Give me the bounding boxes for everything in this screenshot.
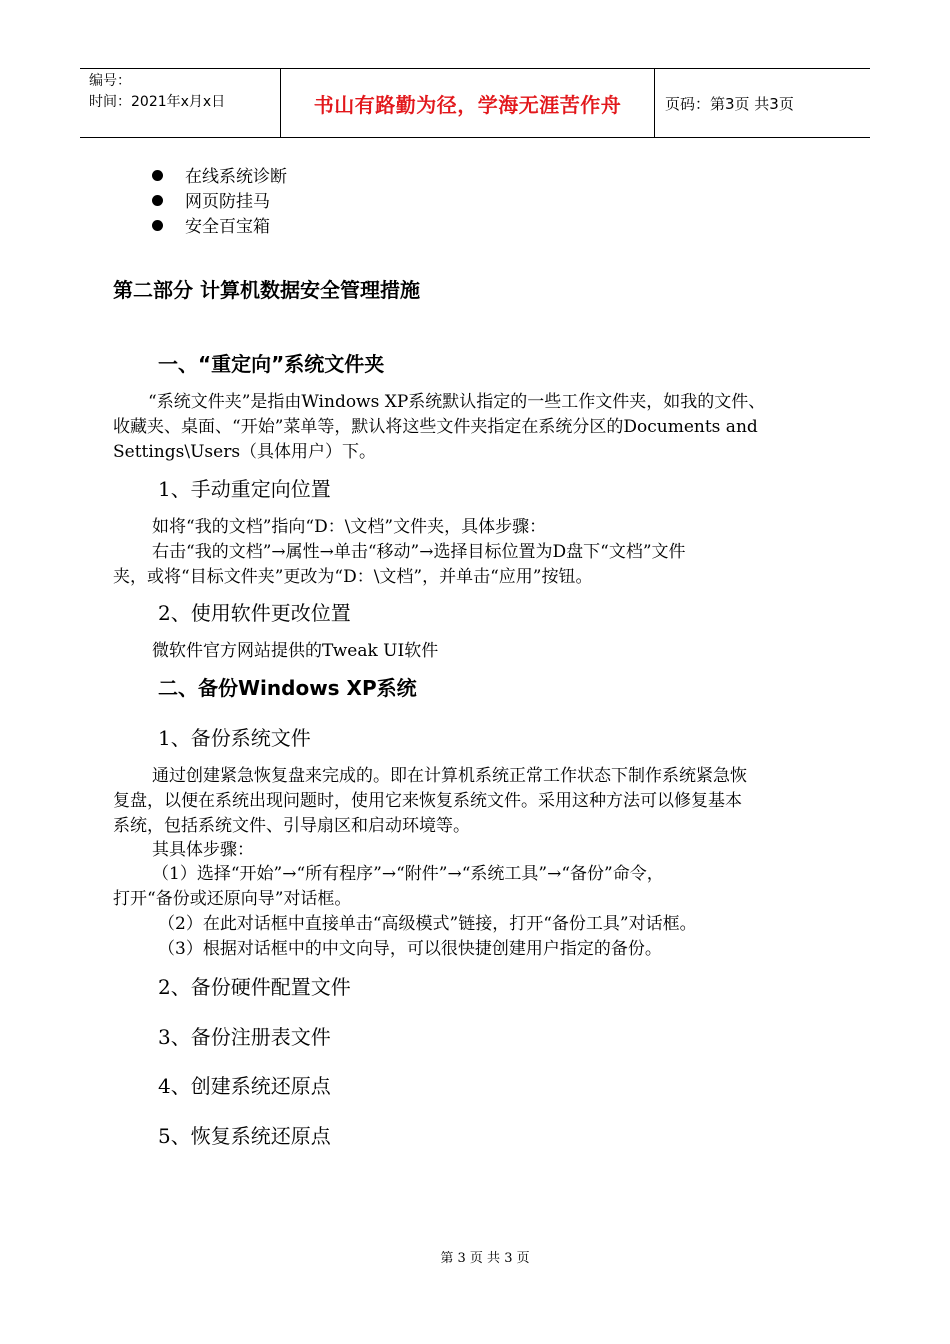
bullet-item: 安全百宝箱 (152, 212, 270, 237)
paragraph-line: 如将“我的文档”指向“D：\文档”文件夹，具体步骤： (152, 517, 547, 537)
bullet-dot-icon (152, 195, 163, 206)
paragraph-line: 微软件官方网站提供的Tweak UI软件 (152, 641, 439, 661)
paragraph-line: 复盘，以便在系统出现问题时，使用它来恢复系统文件。采用这种方法可以修复基本 (113, 791, 742, 811)
header-meta (80, 69, 281, 137)
paragraph-line: “系统文件夹”是指由Windows XP系统默认指定的一些工作文件夹，如我的文件、 (148, 392, 766, 412)
paragraph-line: 通过创建紧急恢复盘来完成的。即在计算机系统正常工作状态下制作系统紧急恢 (152, 766, 747, 786)
subsection-heading: 2、使用软件更改位置 (158, 601, 351, 625)
paragraph-line: （2）在此对话框中直接单击“高级模式”链接，打开“备份工具”对话框。 (158, 914, 697, 934)
subsection-heading: 1、手动重定向位置 (158, 477, 331, 501)
paragraph-line: Settings\Users（具体用户）下。 (113, 442, 377, 462)
part-title: 第二部分 计算机数据安全管理措施 (113, 278, 420, 302)
paragraph-line: （3）根据对话框中的中文向导，可以很快捷创建用户指定的备份。 (158, 939, 662, 959)
page-footer (0, 1247, 950, 1266)
bullet-item: 在线系统诊断 (152, 162, 287, 187)
header-time: 时间：2021年x月x日 (89, 94, 226, 110)
section-heading: 二、备份Windows XP系统 (158, 676, 417, 700)
subsection-heading: 5、恢复系统还原点 (158, 1124, 331, 1148)
paragraph-line: 收藏夹、桌面、“开始”菜单等，默认将这些文件夹指定在系统分区的Documents and (113, 417, 758, 437)
bullet-dot-icon (152, 220, 163, 231)
header-number: 编号： (89, 73, 131, 89)
subsection-heading: 2、备份硬件配置文件 (158, 975, 351, 999)
footer-page-number: 第 3 页 共 3 页 (440, 1251, 530, 1266)
paragraph-line: 打开“备份或还原向导”对话框。 (113, 889, 352, 909)
paragraph-line: 系统，包括系统文件、引导扇区和启动环境等。 (113, 816, 470, 836)
paragraph-line: 其具体步骤： (152, 840, 254, 860)
paragraph-line: 右击“我的文档”→属性→单击“移动”→选择目标位置为D盘下“文档”文件 (152, 542, 686, 562)
header-motto: 书山有路勤为径，学海无涯苦作舟 (281, 69, 655, 137)
paragraph-line: （1）选择“开始”→“所有程序”→“附件”→“系统工具”→“备份”命令， (152, 864, 664, 884)
subsection-heading: 3、备份注册表文件 (158, 1025, 331, 1049)
subsection-heading: 1、备份系统文件 (158, 726, 311, 750)
bullet-item: 网页防挂马 (152, 187, 270, 212)
page-header (80, 68, 870, 138)
section-heading: 一、“重定向”系统文件夹 (158, 352, 385, 376)
subsection-heading: 4、创建系统还原点 (158, 1074, 331, 1098)
paragraph-line: 夹，或将“目标文件夹”更改为“D：\文档”，并单击“应用”按钮。 (113, 567, 593, 587)
header-page-code: 页码：第3页 共3页 (665, 94, 794, 113)
bullet-dot-icon (152, 170, 163, 181)
